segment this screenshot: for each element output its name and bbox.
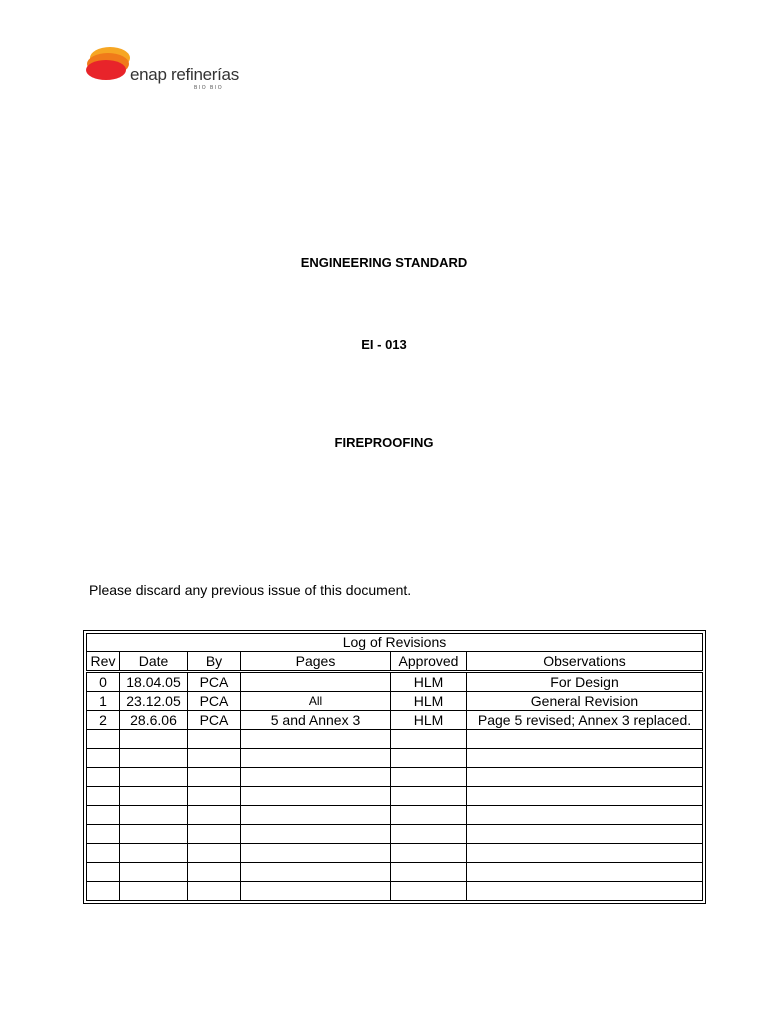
empty-cell xyxy=(188,863,241,882)
column-header-approved: Approved xyxy=(391,652,467,672)
empty-table-row xyxy=(87,806,703,825)
logo-name: enap refinerías xyxy=(130,65,239,84)
empty-cell xyxy=(120,882,188,901)
empty-cell xyxy=(87,787,120,806)
column-header-date: Date xyxy=(120,652,188,672)
empty-cell xyxy=(467,730,703,749)
empty-cell xyxy=(120,825,188,844)
empty-cell xyxy=(467,825,703,844)
empty-cell xyxy=(391,806,467,825)
logo-mark-icon xyxy=(86,44,134,84)
empty-cell xyxy=(188,806,241,825)
empty-cell xyxy=(120,863,188,882)
empty-cell xyxy=(188,749,241,768)
document-code: EI - 013 xyxy=(361,337,407,352)
empty-table-row xyxy=(87,882,703,901)
empty-cell xyxy=(391,844,467,863)
cell-by: PCA xyxy=(188,692,241,711)
empty-cell xyxy=(391,787,467,806)
logo-subtitle: BIO BIO xyxy=(194,85,224,91)
empty-cell xyxy=(241,787,391,806)
empty-cell xyxy=(241,768,391,787)
empty-cell xyxy=(87,882,120,901)
column-header-rev: Rev xyxy=(87,652,120,672)
empty-cell xyxy=(87,844,120,863)
cell-pages: 5 and Annex 3 xyxy=(241,711,391,730)
empty-cell xyxy=(188,844,241,863)
empty-cell xyxy=(391,882,467,901)
empty-cell xyxy=(120,749,188,768)
cell-by: PCA xyxy=(188,672,241,692)
empty-cell xyxy=(241,806,391,825)
cell-pages xyxy=(241,672,391,692)
empty-cell xyxy=(467,787,703,806)
empty-cell xyxy=(188,882,241,901)
empty-cell xyxy=(467,806,703,825)
document-subject: FIREPROOFING xyxy=(334,435,434,450)
table-row xyxy=(87,692,703,711)
empty-cell xyxy=(391,730,467,749)
empty-table-row xyxy=(87,844,703,863)
empty-cell xyxy=(391,768,467,787)
empty-cell xyxy=(120,844,188,863)
cell-rev: 0 xyxy=(87,672,120,692)
empty-cell xyxy=(120,806,188,825)
empty-cell xyxy=(188,787,241,806)
empty-cell xyxy=(87,768,120,787)
empty-cell xyxy=(467,863,703,882)
empty-cell xyxy=(241,749,391,768)
empty-cell xyxy=(467,749,703,768)
cell-approved: HLM xyxy=(391,711,467,730)
empty-cell xyxy=(241,844,391,863)
cell-observations: General Revision xyxy=(467,692,703,711)
column-header-by: By xyxy=(188,652,241,672)
cell-rev: 2 xyxy=(87,711,120,730)
table-row xyxy=(87,711,703,730)
empty-table-row xyxy=(87,787,703,806)
empty-cell xyxy=(467,882,703,901)
revision-log xyxy=(83,630,706,904)
empty-cell xyxy=(391,863,467,882)
empty-cell xyxy=(87,806,120,825)
cell-approved: HLM xyxy=(391,692,467,711)
revision-table xyxy=(86,633,703,901)
empty-cell xyxy=(241,863,391,882)
cell-date: 28.6.06 xyxy=(120,711,188,730)
empty-cell xyxy=(120,768,188,787)
cell-by: PCA xyxy=(188,711,241,730)
cell-rev: 1 xyxy=(87,692,120,711)
empty-cell xyxy=(391,825,467,844)
empty-cell xyxy=(188,730,241,749)
revision-header-row xyxy=(87,652,703,672)
empty-cell xyxy=(120,787,188,806)
cell-approved: HLM xyxy=(391,672,467,692)
revision-log-title-row xyxy=(87,634,703,652)
column-header-pages: Pages xyxy=(241,652,391,672)
empty-table-row xyxy=(87,749,703,768)
document-title: ENGINEERING STANDARD xyxy=(300,255,468,270)
cell-pages: All xyxy=(241,692,391,711)
empty-cell xyxy=(241,825,391,844)
empty-table-row xyxy=(87,825,703,844)
empty-cell xyxy=(391,749,467,768)
empty-cell xyxy=(188,825,241,844)
empty-cell xyxy=(87,749,120,768)
discard-notice: Please discard any previous issue of this document. xyxy=(89,582,412,598)
empty-cell xyxy=(241,882,391,901)
cell-observations: For Design xyxy=(467,672,703,692)
cell-observations: Page 5 revised; Annex 3 replaced. xyxy=(467,711,703,730)
table-row xyxy=(87,672,703,692)
empty-cell xyxy=(87,730,120,749)
enap-refinerias-logo xyxy=(86,44,239,96)
column-header-observations: Observations xyxy=(467,652,703,672)
empty-cell xyxy=(120,730,188,749)
empty-cell xyxy=(467,844,703,863)
empty-cell xyxy=(87,825,120,844)
empty-table-row xyxy=(87,863,703,882)
empty-table-row xyxy=(87,768,703,787)
cell-date: 23.12.05 xyxy=(120,692,188,711)
revision-log-title: Log of Revisions xyxy=(87,634,703,652)
cell-date: 18.04.05 xyxy=(120,672,188,692)
empty-cell xyxy=(87,863,120,882)
empty-table-row xyxy=(87,730,703,749)
empty-cell xyxy=(467,768,703,787)
empty-cell xyxy=(188,768,241,787)
empty-cell xyxy=(241,730,391,749)
